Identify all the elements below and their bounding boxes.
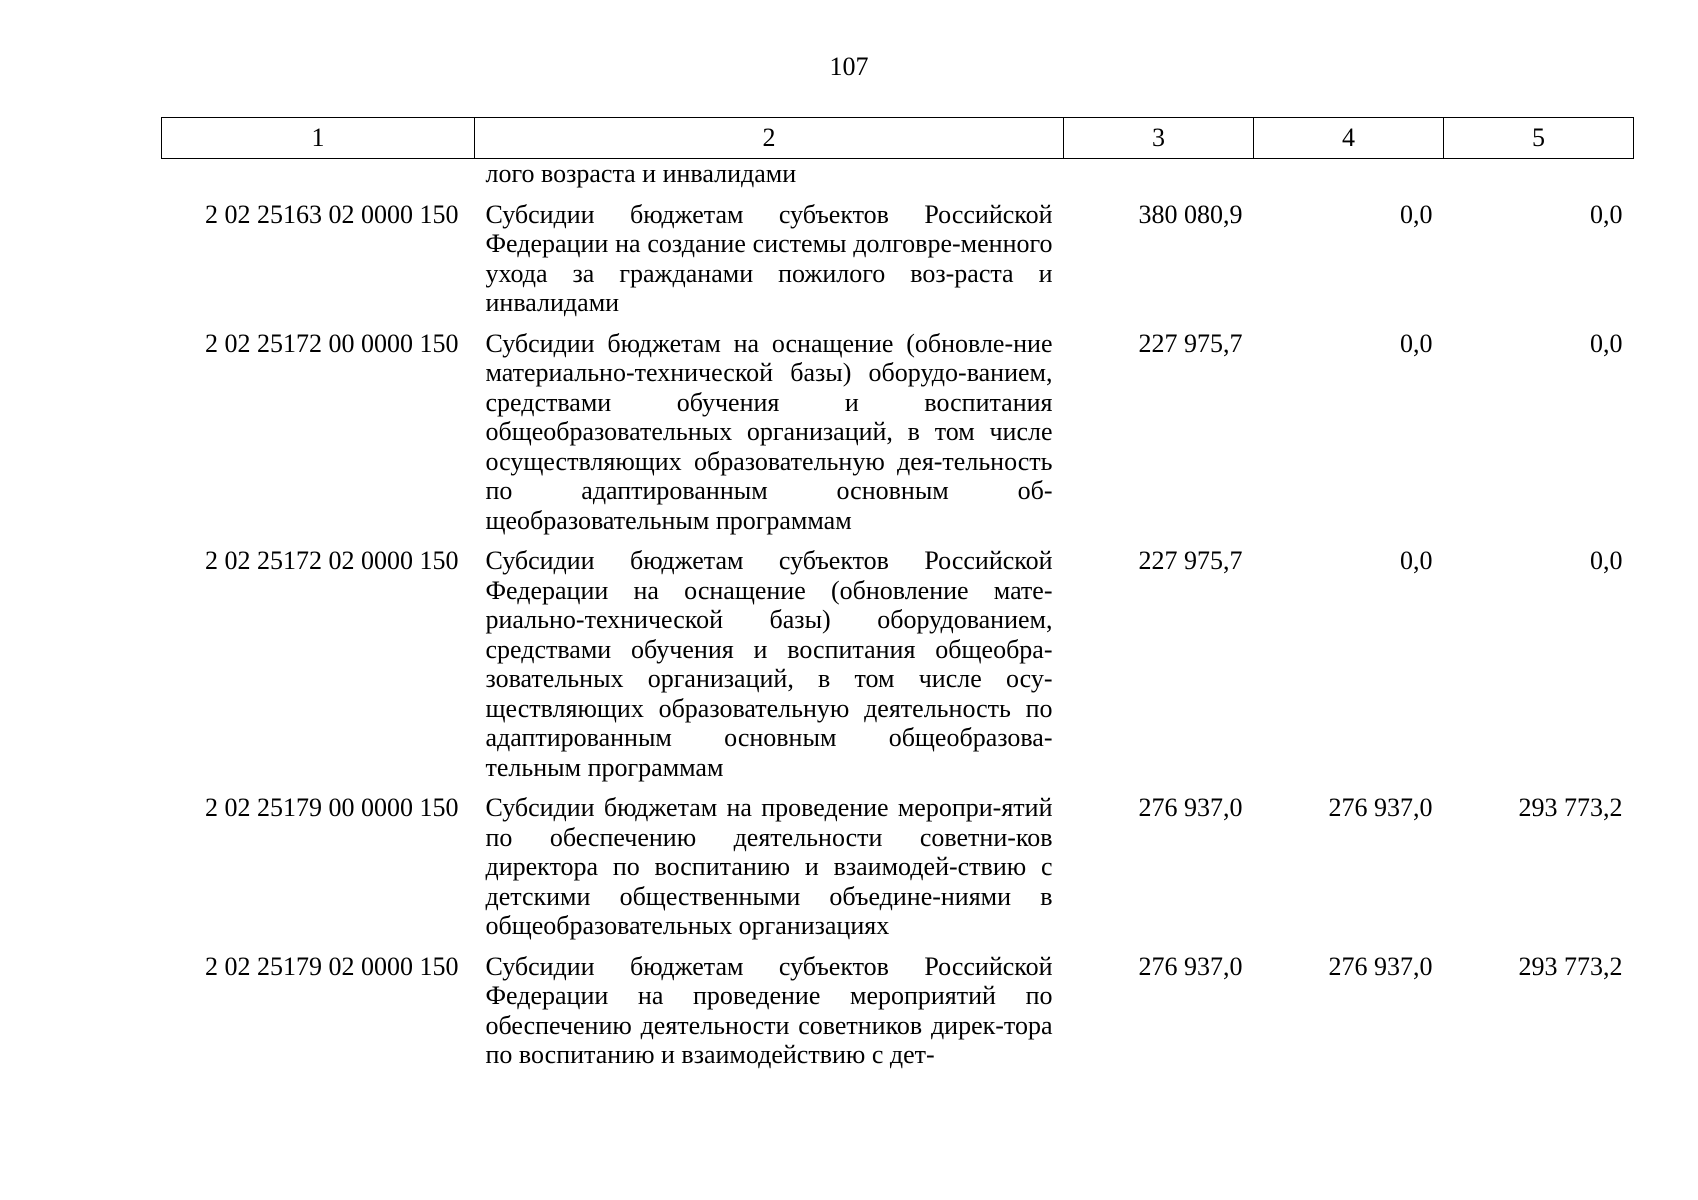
- header-col-3: 3: [1064, 118, 1254, 159]
- row-col4-value: 276 937,0: [1328, 793, 1433, 822]
- row-col4-value: 0,0: [1400, 546, 1433, 575]
- row-col4-value: 276 937,0: [1328, 951, 1433, 981]
- page-number: 107: [829, 52, 869, 81]
- row-col3-value: 380 080,9: [1138, 199, 1243, 229]
- row-col3-value: 276 937,0: [1138, 793, 1243, 822]
- row-col5-value: 0,0: [1590, 199, 1623, 229]
- row-code: 2 02 25179 00 0000 150: [205, 793, 459, 822]
- row-code: 2 02 25179 02 0000 150: [205, 951, 459, 981]
- header-col-4: 4: [1254, 118, 1444, 159]
- row-col3-value: 227 975,7: [1138, 546, 1243, 575]
- row-description: Субсидии бюджетам субъектов Российской Федерации на проведение мероприятий по обеспечению деятельности советников дирек-тора по воспитанию и взаимодействию с дет-: [485, 951, 1053, 1069]
- table-row: [162, 329, 1634, 547]
- row-code: 2 02 25163 02 0000 150: [205, 199, 459, 229]
- row-code: 2 02 25172 02 0000 150: [205, 546, 459, 575]
- table-row: [162, 200, 1634, 329]
- continuation-row: [162, 159, 1634, 200]
- row-col3-value: 227 975,7: [1138, 328, 1243, 358]
- budget-table: [161, 117, 1634, 1081]
- row-description: Субсидии бюджетам на оснащение (обновле-ние материально-технической базы) оборудо-ванием, средствами обучения и воспитания общеобразовательных организаций, в том числе осуществляющих образовательную дея-тельность по адаптированным основным об-щеобразовательным программам: [485, 328, 1053, 535]
- table-body: [162, 159, 1634, 1081]
- table-row: [162, 952, 1634, 1081]
- row-code: 2 02 25172 00 0000 150: [205, 328, 459, 358]
- row-col5-value: 0,0: [1590, 328, 1623, 358]
- table-row: [162, 546, 1634, 793]
- header-row: [162, 118, 1634, 159]
- row-col4-value: 0,0: [1400, 199, 1433, 229]
- row-col3-value: 276 937,0: [1138, 951, 1243, 981]
- row-col5-value: 293 773,2: [1518, 793, 1623, 822]
- table-row: [162, 793, 1634, 952]
- row-description: Субсидии бюджетам на проведение меропри-ятий по обеспечению деятельности советни-ков директора по воспитанию и взаимодей-ствию с детскими общественными объедине-ниями в общеобразовательных организациях: [485, 793, 1053, 940]
- table-header: [162, 118, 1634, 159]
- continuation-text: лого возраста и инвалидами: [485, 159, 797, 188]
- row-col4-value: 0,0: [1400, 328, 1433, 358]
- header-col-5: 5: [1444, 118, 1634, 159]
- header-col-1: 1: [162, 118, 475, 159]
- row-col5-value: 0,0: [1590, 546, 1623, 575]
- row-col5-value: 293 773,2: [1518, 951, 1623, 981]
- row-description: Субсидии бюджетам субъектов Российской Федерации на создание системы долговре-менного ухода за гражданами пожилого воз-раста и инвалидами: [485, 199, 1053, 317]
- row-description: Субсидии бюджетам субъектов Российской Федерации на оснащение (обновление мате-риально-технической базы) оборудованием, средствами обучения и воспитания общеобра-зовательных организаций, в том числе осу-ществляющих образовательную деятельность по адаптированным основным общеобразова-тельным программам: [485, 546, 1053, 782]
- header-col-2: 2: [475, 118, 1064, 159]
